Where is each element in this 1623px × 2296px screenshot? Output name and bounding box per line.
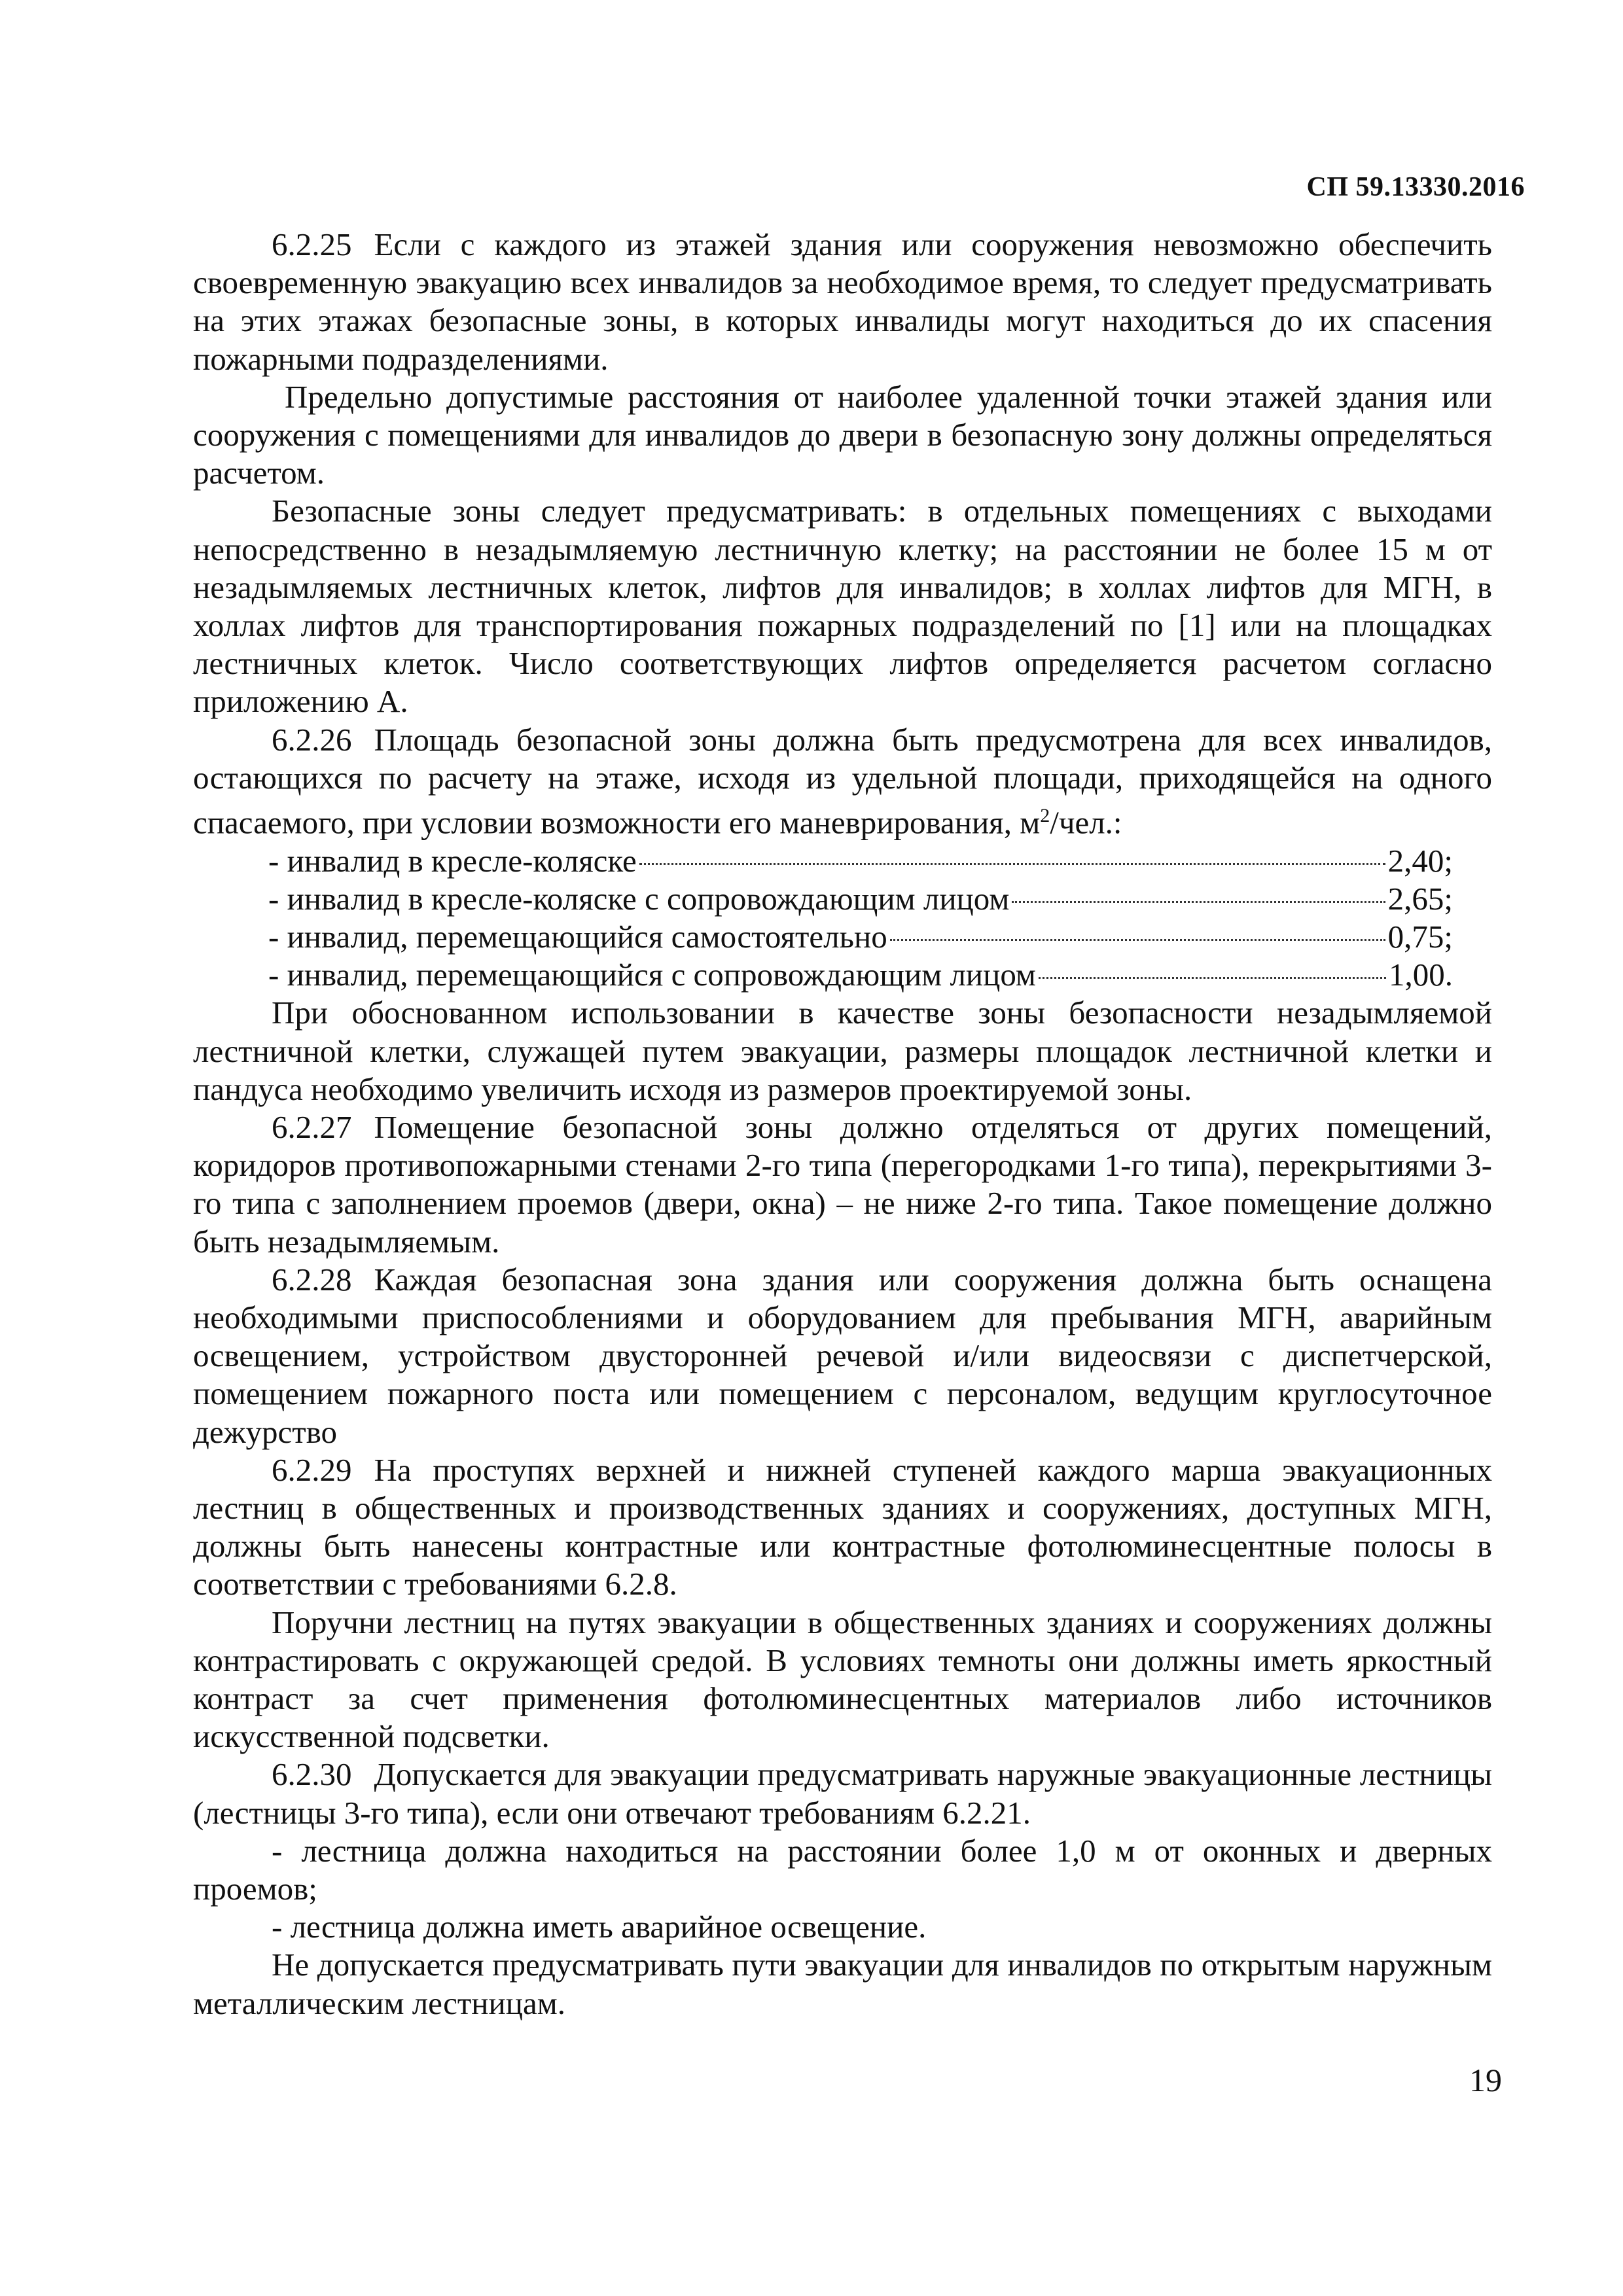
list-item-value: 0,75; <box>1387 918 1453 955</box>
paragraph-text-end: /чел.: <box>1050 804 1122 841</box>
paragraph-text: Допускается для эвакуации предусматривать наружные эвакуационные лестницы (лестницы 3-го типа), если они отвечают требованиям 6.2.21. <box>193 1756 1492 1831</box>
paragraph-6-2-26 <box>193 721 1492 842</box>
leader-dots <box>639 863 1385 865</box>
paragraph-6-2-25 <box>193 226 1492 378</box>
list-item-value: 2,65; <box>1387 880 1453 917</box>
paragraph-text: Каждая безопасная зона здания или сооружения должна быть оснащена необходимыми приспособлениями и оборудованием для пребывания МГН, аварийным освещением, устройством двусторонней речевой и/или видеосвязи с диспетчерской, помещением пожарного поста или помещением с персоналом, ведущим круглосуточное дежурство <box>193 1261 1492 1450</box>
list-item <box>193 918 1453 956</box>
list-item-label: - инвалид в кресле-коляске <box>268 842 637 879</box>
paragraph-text: При обоснованном использовании в качестве зоны безопасности незадымляемой лестничной клетки, служащей путем эвакуации, размеры площадок лестничной клетки и пандуса необходимо увеличить исходя из размеров проектируемой зоны. <box>193 995 1492 1107</box>
list-item <box>193 880 1453 918</box>
paragraph-text: - лестница должна иметь аварийное освещение. <box>272 1909 927 1945</box>
paragraph-text: Если с каждого из этажей здания или сооружения невозможно обеспечить своевременную эвакуацию всех инвалидов за необходимое время, то следует предусматривать на этих этажах безопасные зоны, в которых инвалиды могут находиться до их спасения пожарными подразделениями. <box>193 226 1492 377</box>
paragraph-text: Площадь безопасной зоны должна быть предусмотрена для всех инвалидов, остающихся по расчету на этаже, исходя из удельной площади, приходящейся на одного спасаемого, при условии возможности его маневрирования, м <box>193 721 1492 841</box>
leader-dots <box>890 939 1385 941</box>
paragraph-text: Безопасные зоны следует предусматривать: в отдельных помещениях с выходами непосредственно в незадымляемую лестничную клетку; на расстоянии не более 15 м от незадымляемых лестничных клеток, лифтов для инвалидов; в холлах лифтов для МГН, в холлах лифтов для транспортирования пожарных подразделений по [1] или на площадках лестничных клеток. Число соответствующих лифтов определяется расчетом согласно приложению А. <box>193 493 1492 720</box>
document-body <box>193 226 1492 2022</box>
paragraph-text: - лестница должна находиться на расстоянии более 1,0 м от оконных и дверных проемов; <box>193 1832 1492 1907</box>
list-item-label: - инвалид, перемещающийся с сопровождающим лицом <box>268 957 1036 993</box>
document-code: СП 59.13330.2016 <box>1306 172 1525 202</box>
superscript: 2 <box>1040 805 1050 827</box>
clause-number: 6.2.27 <box>272 1109 352 1145</box>
clause-number: 6.2.29 <box>272 1451 352 1488</box>
paragraph-6-2-27 <box>193 1108 1492 1261</box>
clause-number: 6.2.30 <box>272 1756 352 1793</box>
paragraph-text: Предельно допустимые расстояния от наиболее удаленной точки этажей здания или сооружения с помещениями для инвалидов до двери в безопасную зону должны определяться расчетом. <box>193 378 1492 491</box>
page-number: 19 <box>1469 2062 1502 2098</box>
clause-number: 6.2.26 <box>272 721 352 758</box>
clause-number: 6.2.28 <box>272 1261 352 1298</box>
list-item <box>193 956 1453 994</box>
list-item-value: 1,00. <box>1389 957 1453 993</box>
paragraph-text: Не допускается предусматривать пути эвакуации для инвалидов по открытым наружным металлическим лестницам. <box>193 1947 1492 2021</box>
leader-dots <box>1039 977 1386 979</box>
paragraph-text: Поручни лестниц на путях эвакуации в общественных зданиях и сооружениях должны контрастировать с окружающей средой. В условиях темноты они должны иметь яркостный контраст за счет применения фотолюминесцентных материалов либо источников искусственной подсветки. <box>193 1604 1492 1755</box>
paragraph-6-2-28 <box>193 1261 1492 1451</box>
list-item <box>193 842 1453 880</box>
paragraph-text: На проступях верхней и нижней ступеней каждого марша эвакуационных лестниц в общественных и производственных зданиях и сооружениях, доступных МГН, должны быть нанесены контрастные или контрастные фотолюминесцентные полосы в соответствии с требованиями 6.2.8. <box>193 1451 1492 1602</box>
list-item-value: 2,40; <box>1387 842 1453 879</box>
clause-number: 6.2.25 <box>272 226 352 262</box>
paragraph-text: Помещение безопасной зоны должно отделяться от других помещений, коридоров противопожарными стенами 2-го типа (перегородками 1-го типа), перекрытиями 3-го типа с заполнением проемов (двери, окна) – не ниже 2-го типа. Такое помещение должно быть незадымляемым. <box>193 1109 1492 1260</box>
list-item-label: - инвалид, перемещающийся самостоятельно <box>268 918 887 955</box>
paragraph-6-2-30 <box>193 1756 1492 1831</box>
list-item-label: - инвалид в кресле-коляске с сопровождающим лицом <box>268 880 1010 917</box>
leader-dots <box>1012 901 1385 903</box>
paragraph-6-2-29 <box>193 1451 1492 1604</box>
area-list <box>193 842 1492 995</box>
